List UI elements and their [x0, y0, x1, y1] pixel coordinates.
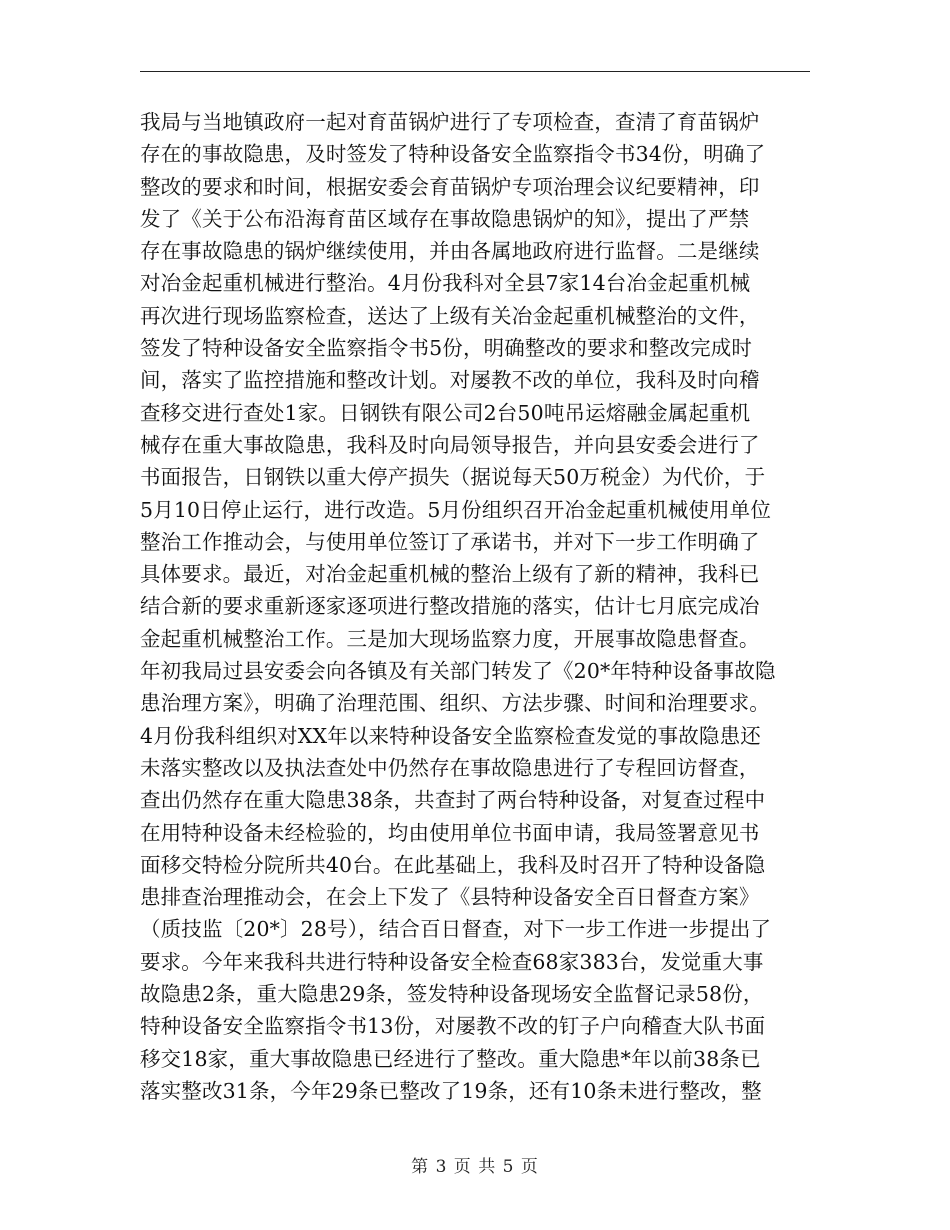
text-line-10: 查移交进行查处1家。日钢铁有限公司2台50吨吊运熔融金属起重机 [140, 400, 751, 425]
header-rule [140, 71, 810, 72]
text-line-18: 年初我局过县安委会向各镇及有关部门转发了《20*年特种设备事故隐 [140, 659, 776, 684]
text-line-17: 金起重机械整治工作。三是加大现场监察力度，开展事故隐患督查。 [140, 626, 760, 651]
text-line-29: 特种设备安全监察指令书13份，对屡教不改的钉子户向稽查大队书面 [140, 1014, 766, 1039]
text-line-26: （质技监〔20*〕28号），结合百日督查，对下一步工作进一步提出了 [140, 917, 772, 942]
text-line-3: 整改的要求和时间，根据安委会育苗锅炉专项治理会议纪要精神，印 [140, 174, 760, 199]
page-number-footer: 第 3 页 共 5 页 [411, 1157, 539, 1177]
text-line-28: 故隐患2条，重大隐患29条，签发特种设备现场安全监督记录58份， [140, 982, 764, 1007]
text-line-6: 对冶金起重机械进行整治。4月份我科对全县7家14台冶金起重机械 [140, 271, 751, 296]
text-line-5: 存在事故隐患的锅炉继续使用，并由各属地政府进行监督。二是继续 [140, 239, 760, 264]
document-body [140, 106, 812, 1107]
text-line-31: 落实整改31条，今年29条已整改了19条，还有10条未进行整改，整 [140, 1078, 762, 1103]
text-line-24: 面移交特检分院所共40台。在此基础上，我科及时召开了特种设备隐 [140, 852, 766, 877]
text-line-4: 发了《关于公布沿海育苗区域存在事故隐患锅炉的知》，提出了严禁 [140, 206, 750, 231]
text-line-20: 4月份我科组织对XX年以来特种设备安全监察检查发觉的事故隐患还 [140, 723, 761, 748]
text-line-7: 再次进行现场监察检查，送达了上级有关冶金起重机械整治的文件， [140, 303, 760, 328]
text-line-9: 间，落实了监控措施和整改计划。对屡教不改的单位，我科及时向稽 [140, 368, 760, 393]
text-line-22: 查出仍然存在重大隐患38条，共查封了两台特种设备，对复查过程中 [140, 788, 766, 813]
text-line-2: 存在的事故隐患，及时签发了特种设备安全监察指令书34份，明确了 [140, 142, 766, 167]
text-line-11: 械存在重大事故隐患，我科及时向局领导报告，并向县安委会进行了 [140, 432, 760, 457]
text-line-8: 签发了特种设备安全监察指令书5份，明确整改的要求和整改完成时 [140, 336, 753, 361]
text-line-12: 书面报告，日钢铁以重大停产损失（据说每天50万税金）为代价，于 [140, 465, 766, 490]
text-line-21: 未落实整改以及执法查处中仍然存在事故隐患进行了专程回访督查， [140, 755, 760, 780]
text-line-30: 移交18家，重大事故隐患已经进行了整改。重大隐患*年以前38条已 [140, 1046, 761, 1071]
text-line-19: 患治理方案》，明确了治理范围、组织、方法步骤、时间和治理要求。 [140, 691, 770, 716]
text-line-25: 患排查治理推动会，在会上下发了《县特种设备安全百日督查方案》 [140, 885, 760, 910]
text-line-16: 结合新的要求重新逐家逐项进行整改措施的落实，估计七月底完成冶 [140, 594, 760, 619]
text-line-15: 具体要求。最近，对冶金起重机械的整治上级有了新的精神，我科已 [140, 562, 760, 587]
text-line-13: 5月10日停止运行，进行改造。5月份组织召开冶金起重机械使用单位 [140, 497, 771, 522]
text-line-14: 整治工作推动会，与使用单位签订了承诺书，并对下一步工作明确了 [140, 529, 760, 554]
text-line-27: 要求。今年来我科共进行特种设备安全检查68家383台，发觉重大事 [140, 949, 764, 974]
text-line-23: 在用特种设备未经检验的，均由使用单位书面申请，我局签署意见书 [140, 820, 760, 845]
text-line-1: 我局与当地镇政府一起对育苗锅炉进行了专项检查，查清了育苗锅炉 [140, 110, 760, 134]
